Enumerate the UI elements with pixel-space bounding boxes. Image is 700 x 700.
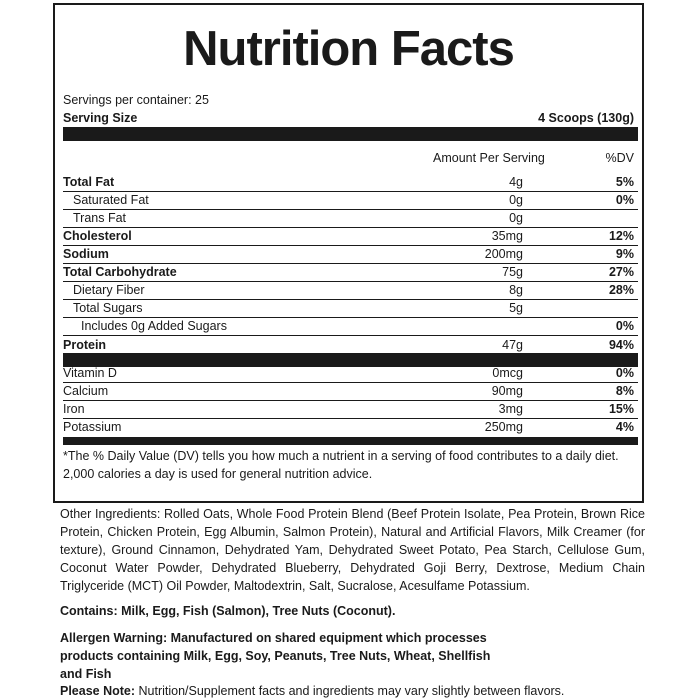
thick-divider [63, 127, 638, 141]
nutrient-name: Total Sugars [73, 301, 143, 315]
vitamin-row-calcium [63, 382, 638, 401]
nutrient-dv: 9% [615, 247, 634, 261]
header-dv: %DV [605, 151, 634, 165]
nutrient-dv: 5% [615, 175, 634, 189]
nutrient-row-sodium [63, 245, 638, 264]
nutrient-name: Total Carbohydrate [63, 265, 177, 279]
nutrient-row-dietary-fiber [63, 281, 638, 300]
nutrient-dv: 0% [615, 319, 634, 333]
nutrient-row-total-sugars [63, 299, 638, 318]
please-note [60, 682, 645, 700]
nutrient-name: Sodium [63, 247, 109, 261]
nutrient-row-saturated-fat [63, 191, 638, 210]
nutrient-dv: 27% [608, 265, 634, 279]
nutrient-row-added-sugars [63, 317, 638, 336]
nutrient-name: Includes 0g Added Sugars [81, 319, 227, 333]
nutrient-row-protein [63, 336, 638, 354]
nutrient-dv: 0% [615, 193, 634, 207]
nutrient-row-cholesterol [63, 227, 638, 246]
nutrient-dv: 94% [608, 338, 634, 352]
allergen-warning: Allergen Warning: Manufactured on shared equipment which processes products containing Milk, Egg, Soy, Peanuts, Tree Nuts, Wheat, Shellfish and Fish [60, 631, 491, 681]
nutrient-name: Total Fat [63, 175, 115, 189]
nutrition-facts-panel [53, 3, 644, 503]
nutrient-dv: 28% [608, 283, 634, 297]
header-amount: Amount Per Serving [433, 151, 545, 165]
nutrient-name: Dietary Fiber [73, 283, 145, 297]
label-title: Nutrition Facts [183, 22, 514, 76]
nutrient-amount: 4g [509, 175, 523, 189]
serving-size-value: 4 Scoops (130g) [538, 111, 634, 125]
nutrient-dv: 8% [615, 384, 634, 398]
nutrient-name: Calcium [63, 384, 109, 398]
nutrient-amount: 8g [509, 283, 523, 297]
nutrient-amount: 35mg [491, 229, 523, 243]
nutrient-name: Iron [63, 402, 85, 416]
note-label: Please Note: [60, 684, 136, 698]
nutrient-amount: 5g [509, 301, 523, 315]
vitamin-row-potassium [63, 418, 638, 436]
nutrient-amount: 0mcg [492, 366, 523, 380]
nutrient-dv: 4% [615, 420, 634, 434]
nutrient-row-total-carbohydrate [63, 263, 638, 282]
column-header [63, 151, 634, 167]
vitamin-row-iron [63, 400, 638, 419]
nutrient-amount: 47g [502, 338, 523, 352]
vitamin-row-vitamin-d [63, 364, 638, 383]
nutrient-amount: 75g [502, 265, 523, 279]
nutrient-amount: 0g [509, 193, 523, 207]
nutrient-row-total-fat [63, 173, 638, 192]
nutrient-name: Vitamin D [63, 366, 117, 380]
nutrient-name: Trans Fat [73, 211, 127, 225]
daily-value-footnote: *The % Daily Value (DV) tells you how much a nutrient in a serving of food contributes to a daily diet. 2,000 calories a day is used for general nutrition advice. [63, 449, 619, 481]
nutrient-dv: 12% [608, 229, 634, 243]
nutrient-dv: 15% [608, 402, 634, 416]
serving-size-label: Serving Size [63, 111, 138, 125]
nutrient-row-trans-fat [63, 209, 638, 228]
nutrient-amount: 250mg [484, 420, 523, 434]
serving-size-row [63, 111, 634, 125]
nutrient-name: Protein [63, 338, 107, 352]
nutrient-name: Saturated Fat [73, 193, 149, 207]
nutrient-name: Potassium [63, 420, 122, 434]
nutrient-amount: 200mg [484, 247, 523, 261]
nutrient-amount: 90mg [491, 384, 523, 398]
medium-divider [63, 437, 638, 445]
servings-per-container: Servings per container: 25 [63, 93, 209, 107]
ingredients-text: Other Ingredients: Rolled Oats, Whole Food Protein Blend (Beef Protein Isolate, Pea Protein, Brown Rice Protein, Chicken Protein, Egg Albumin, Salmon Protein), Natural and Artificial Flavors, Milk Creamer (for texture), Ground Cinnamon, Dehydrated Yam, Dehydrated Sweet Potato, Pea Starch, Cellulose Gum, Coconut Water Powder, Dehydrated Blueberry, Dehydrated Goji Berry, Dextrose, Medium Chain Triglyceride (MCT) Oil Powder, Maltodextrin, Salt, Sucralose, Acesulfame Potassium. [60, 507, 645, 593]
contains-statement: Contains: Milk, Egg, Fish (Salmon), Tree Nuts (Coconut). [60, 604, 396, 618]
note-text: Nutrition/Supplement facts and ingredients may vary slightly between flavors. [135, 684, 565, 698]
nutrient-amount: 3mg [498, 402, 523, 416]
nutrient-amount: 0g [509, 211, 523, 225]
nutrient-name: Cholesterol [63, 229, 132, 243]
nutrient-dv: 0% [615, 366, 634, 380]
